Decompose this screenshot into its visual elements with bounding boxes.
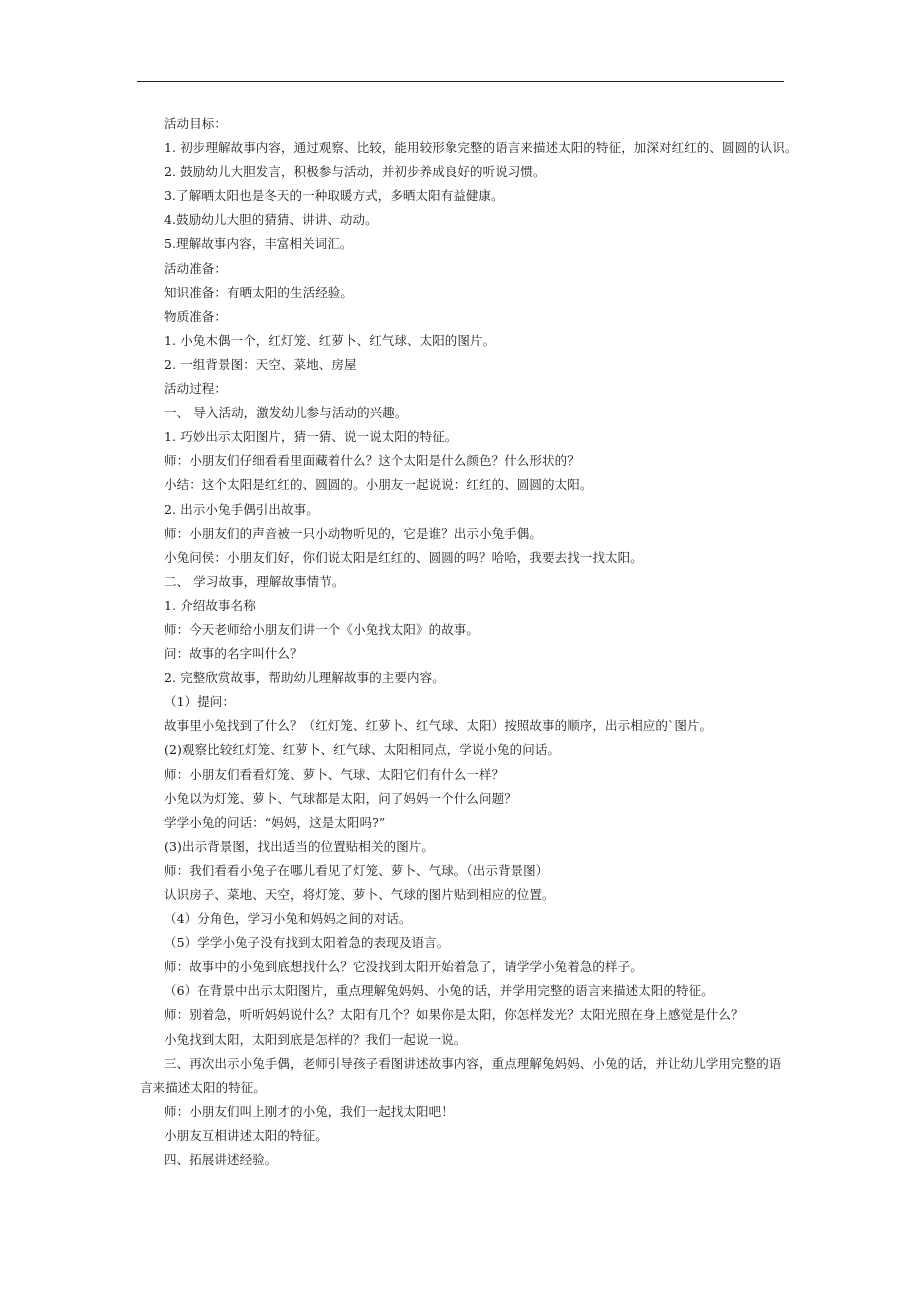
section-heading-goals: 活动目标： [164,116,228,131]
list-item: 2. 出示小兔手偶引出故事。 [164,501,319,517]
section-heading-process: 活动过程： [164,381,228,397]
list-item: （6）在背景中出示太阳图片，重点理解兔妈妈、小兔的话，并学用完整的语言来描述太阳的特征。 [164,983,714,999]
goal-item: 2. 鼓励幼儿大胆发言，积极参与活动，并初步养成良好的听说习惯。 [164,164,546,180]
step-heading: 二、 学习故事，理解故事情节。 [164,573,345,589]
paragraph: 小兔以为灯笼、萝卜、气球都是太阳，问了妈妈一个什么问题？ [164,790,517,806]
paragraph: 师：小朋友们叫上刚才的小兔，我们一起找太阳吧！ [164,1103,454,1119]
paragraph: 师：小朋友们仔细看看里面藏着什么？这个太阳是什么颜色？什么形状的？ [164,453,580,469]
paragraph: 师：我们看看小兔子在哪儿看见了灯笼、萝卜、气球。（出示背景图） [164,862,549,878]
list-item: （5）学学小兔子没有找到太阳着急的表现及语言。 [164,935,450,951]
document-body [140,112,798,1172]
list-item: (2)观察比较红灯笼、红萝卜、红气球、太阳相同点，学说小兔的问话。 [164,742,561,758]
paragraph: 物质准备： [164,308,228,324]
paragraph: 故事里小兔找到了什么？（红灯笼、红萝卜、红气球、太阳）按照故事的顺序，出示相应的`图片。 [164,718,713,734]
header-rule [137,81,784,82]
paragraph: 小朋友互相讲述太阳的特征。 [164,1127,328,1143]
goal-item: 5.理解故事内容，丰富相关词汇。 [164,236,353,252]
list-item: 1. 介绍故事名称 [164,597,256,613]
list-item: （1）提问： [164,694,236,710]
list-item: 1. 小兔木偶一个，红灯笼、红萝卜、红气球、太阳的图片。 [164,332,496,348]
paragraph: 认识房子、菜地、天空，将灯笼、萝卜、气球的图片贴到相应的位置。 [164,887,555,902]
step-heading: 三、再次出示小兔手偶，老师引导孩子看图讲述故事内容，重点理解兔妈妈、小兔的话，并让幼儿学用完整的语言来描述太阳的特征。 [140,1055,782,1095]
step-heading: 四、拓展讲述经验。 [164,1152,278,1168]
paragraph: 知识准备：有晒太阳的生活经验。 [164,284,354,300]
paragraph: 小兔问侯：小朋友们好，你们说太阳是红红的、圆圆的吗？哈哈，我要去找一找太阳。 [164,549,643,565]
step-heading: 一、 导入活动，激发幼儿参与活动的兴趣。 [164,405,408,421]
paragraph: 问：故事的名字叫什么？ [164,646,303,662]
paragraph: 学学小兔的问话：“妈妈，这是太阳吗?” [164,814,386,830]
section-heading-preparation: 活动准备： [164,260,228,276]
list-item: 2. 一组背景图：天空、菜地、房屋 [164,356,357,372]
paragraph: 师：小朋友们看看灯笼、萝卜、气球、太阳它们有什么一样？ [164,766,505,782]
list-item: 2. 完整欣赏故事，帮助幼儿理解故事的主要内容。 [164,670,445,686]
paragraph: 师：小朋友们的声音被一只小动物听见的，它是谁？出示小兔手偶。 [164,525,543,541]
paragraph: 师：今天老师给小朋友们讲一个《小兔找太阳》的故事。 [164,621,480,637]
goal-item: 1. 初步理解故事内容，通过观察、比较，能用较形象完整的语言来描述太阳的特征，加深对红红的、圆圆的认识。 [164,140,798,156]
paragraph: 师：别着急，听听妈妈说什么？太阳有几个？如果你是太阳，你怎样发光？太阳光照在身上感觉是什么？ [164,1007,744,1023]
goal-item: 3.了解晒太阳也是冬天的一种取暖方式，多晒太阳有益健康。 [164,188,504,204]
paragraph: 师：故事中的小兔到底想找什么？它没找到太阳开始着急了，请学学小兔着急的样子。 [164,959,643,975]
goal-item: 4.鼓励幼儿大胆的猜猜、讲讲、动动。 [164,212,378,228]
paragraph: 小兔找到太阳，太阳到底是怎样的？我们一起说一说。 [164,1031,467,1047]
paragraph: 小结：这个太阳是红红的、圆圆的。小朋友一起说说：红红的、圆圆的太阳。 [164,477,593,493]
list-item: (3)出示背景图，找出适当的位置贴相关的图片。 [164,838,435,854]
list-item: 1. 巧妙出示太阳图片，猜一猜、说一说太阳的特征。 [164,429,458,445]
list-item: （4）分角色，学习小兔和妈妈之间的对话。 [164,911,412,927]
